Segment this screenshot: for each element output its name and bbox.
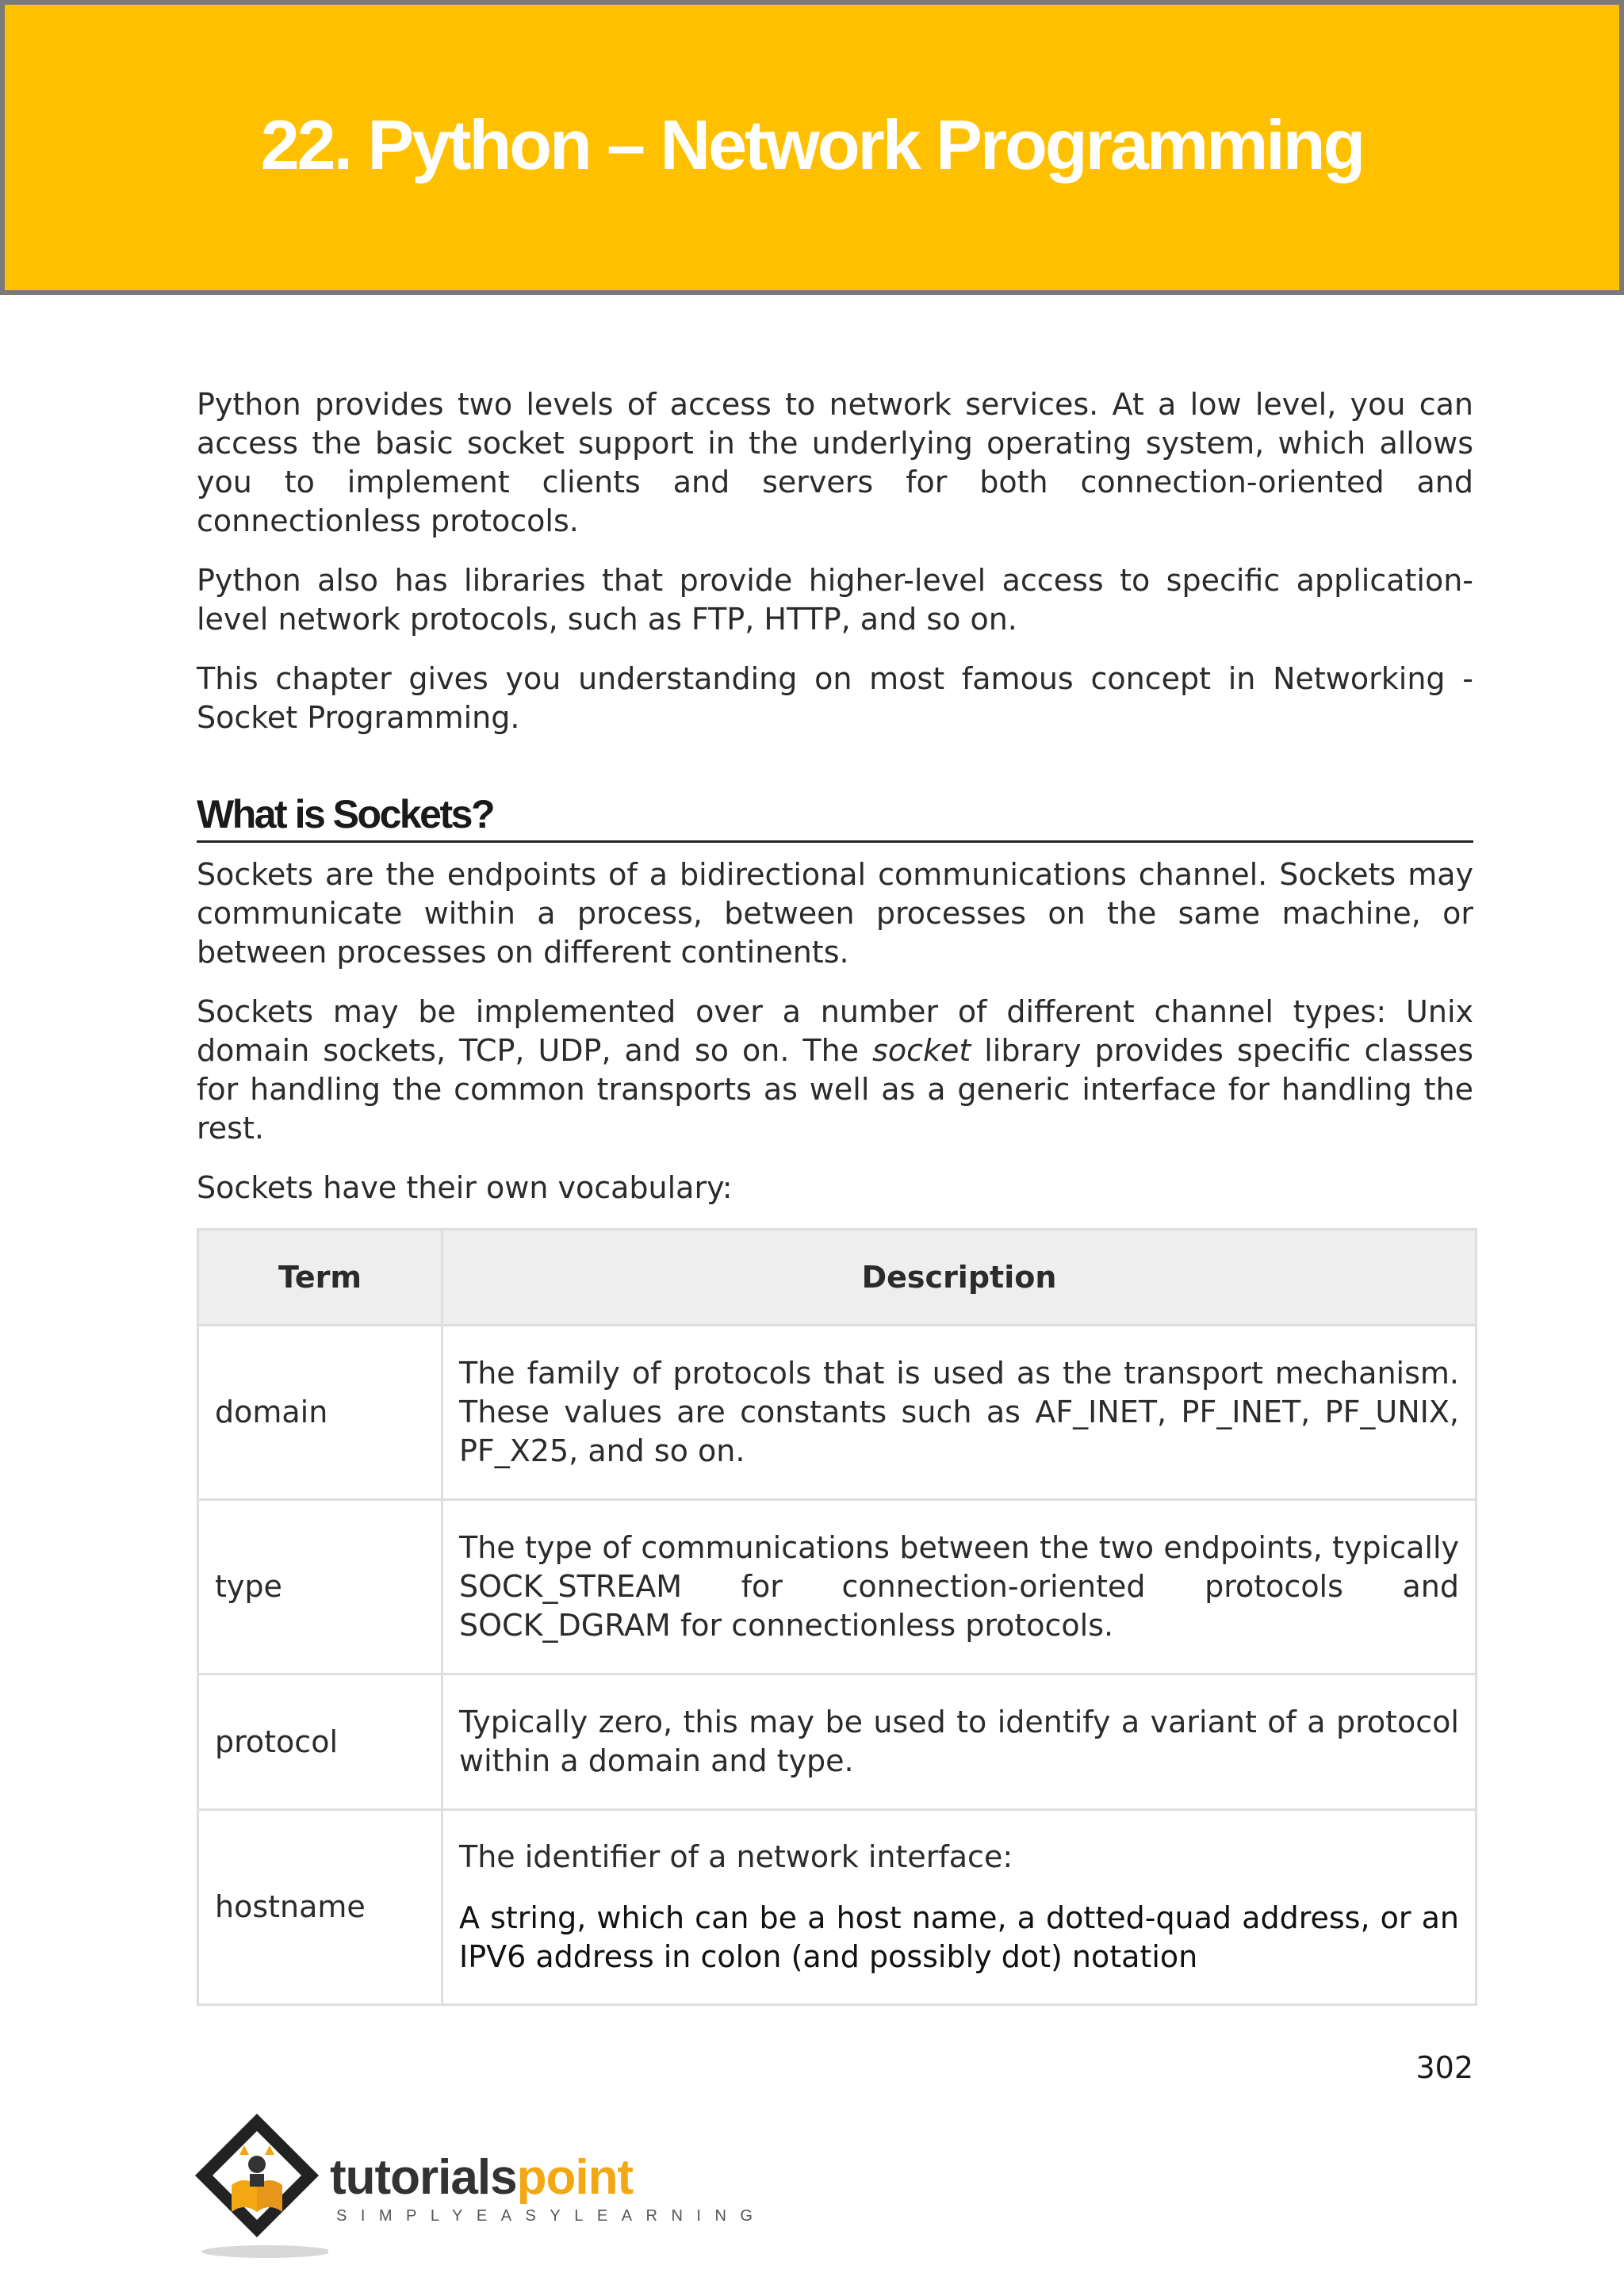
term-cell: domain [198,1326,442,1500]
description-cell: The family of protocols that is used as the transport mechanism. These values are constants such as AF_INET, PF_INET, PF_UNIX, PF_X25, and so on. [442,1326,1477,1500]
section-paragraph-2-end: library provides specific classes for handling the common transports as well as a generic interface for handling the rest. [197,1033,1473,1146]
section-paragraph-2-start: Sockets may be implemented over a number of different channel types: Unix domain sockets, TCP, UDP, and so on. The [197,994,1473,1068]
description-cell [442,1810,1477,2005]
logo-wordmark [330,2150,633,2206]
logo-emblem-icon [193,2109,328,2260]
intro-paragraph-2: Python also has libraries that provide higher-level access to specific application-level network protocols, such as FTP, HTTP, and so on. [197,563,1473,637]
intro-paragraph-1: Python provides two levels of access to network services. At a low level, you can access the basic socket support in the underlying operating system, which allows you to implement clients and servers for both connection-oriented and connectionless protocols. [197,387,1473,538]
table-row [198,1326,1477,1500]
chapter-banner [0,0,1624,295]
socket-emphasis: socket [872,1033,971,1068]
logo-word-point: point [516,2150,634,2205]
page-number: 302 [1415,2050,1473,2085]
section-paragraph-2 [197,993,1473,1148]
table-row [198,1500,1477,1674]
page-content [197,385,1473,2006]
table-header-row [198,1230,1477,1326]
logo-word-tutorials: tutorials [330,2150,517,2205]
term-cell: type [198,1500,442,1674]
term-cell: protocol [198,1674,442,1810]
description-line: The identifier of a network interface: [459,1839,1013,1874]
description-line: A string, which can be a host name, a dotted-quad address, or an IPV6 address in colon (and possibly dot) notation [459,1900,1459,1974]
tutorialspoint-logo [193,2109,767,2260]
chapter-title: 22. Python – Network Programming [260,105,1364,184]
table-row [198,1810,1477,2005]
section-paragraph-3: Sockets have their own vocabulary: [197,1170,733,1205]
section-paragraph-1: Sockets are the endpoints of a bidirectional communications channel. Sockets may communicate within a process, between processes on the same machine, or between processes on different continents. [197,857,1473,970]
term-column-header: Term [198,1230,442,1326]
description-cell: Typically zero, this may be used to identify a variant of a protocol within a domain and type. [442,1674,1477,1810]
description-column-header: Description [442,1230,1477,1326]
section-body [197,855,1473,1207]
description-cell: The type of communications between the two endpoints, typically SOCK_STREAM for connection-oriented protocols and SOCK_DGRAM for connectionless protocols. [442,1500,1477,1674]
term-cell: hostname [198,1810,442,2005]
intro-paragraph-3: This chapter gives you understanding on most famous concept in Networking - Socket Programming. [197,661,1473,735]
vocabulary-table [197,1228,1477,2006]
section-heading: What is Sockets? [197,791,1473,843]
table-row [198,1674,1477,1810]
logo-tagline: SIMPLYEASYLEARNING [336,2207,767,2225]
